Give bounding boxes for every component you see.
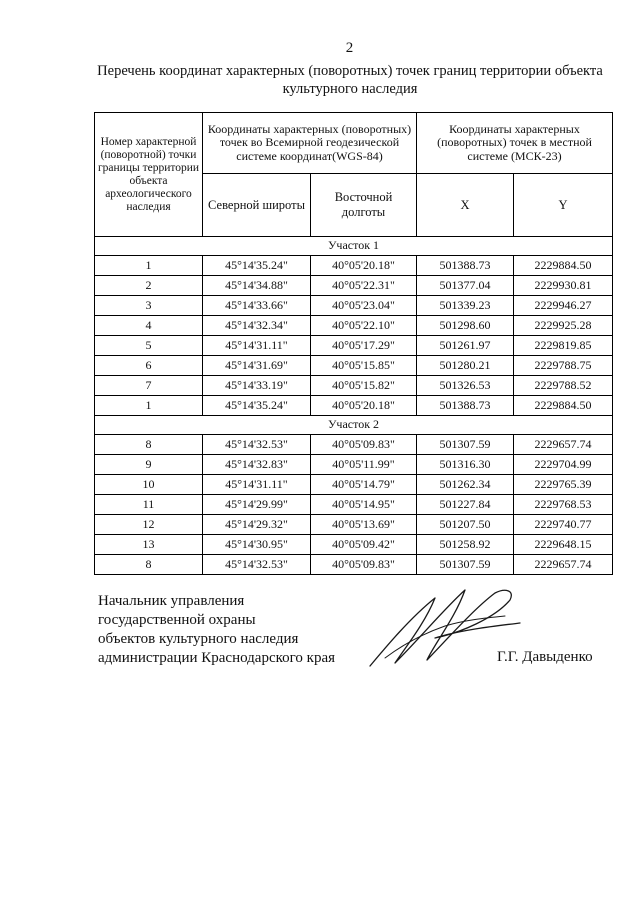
point-number-cell: 5	[95, 336, 203, 356]
table-row	[95, 256, 613, 276]
header-east-longitude: Восточной долготы	[311, 174, 417, 237]
x-coordinate-cell: 501280.21	[417, 356, 514, 376]
section-label: Участок 2	[95, 416, 613, 435]
x-coordinate-cell: 501258.92	[417, 535, 514, 555]
latitude-cell: 45°14'31.69"	[203, 356, 311, 376]
y-coordinate-cell: 2229819.85	[514, 336, 613, 356]
table-row	[95, 495, 613, 515]
point-number-cell: 1	[95, 396, 203, 416]
x-coordinate-cell: 501316.30	[417, 455, 514, 475]
table-row	[95, 435, 613, 455]
point-number-cell: 13	[95, 535, 203, 555]
coordinates-table	[94, 112, 613, 575]
point-number-cell: 10	[95, 475, 203, 495]
latitude-cell: 45°14'30.95"	[203, 535, 311, 555]
y-coordinate-cell: 2229704.99	[514, 455, 613, 475]
longitude-cell: 40°05'15.85"	[311, 356, 417, 376]
x-coordinate-cell: 501377.04	[417, 276, 514, 296]
y-coordinate-cell: 2229884.50	[514, 256, 613, 276]
table-row	[95, 296, 613, 316]
x-coordinate-cell: 501227.84	[417, 495, 514, 515]
section-row	[95, 416, 613, 435]
latitude-cell: 45°14'33.66"	[203, 296, 311, 316]
longitude-cell: 40°05'09.83"	[311, 435, 417, 455]
signer-name: Г.Г. Давыденко	[497, 649, 593, 665]
point-number-cell: 9	[95, 455, 203, 475]
header-msk23: Координаты характерных (поворотных) точек в местной системе (МСК-23)	[417, 113, 613, 174]
y-coordinate-cell: 2229648.15	[514, 535, 613, 555]
latitude-cell: 45°14'32.34"	[203, 316, 311, 336]
x-coordinate-cell: 501207.50	[417, 515, 514, 535]
longitude-cell: 40°05'13.69"	[311, 515, 417, 535]
longitude-cell: 40°05'09.42"	[311, 535, 417, 555]
table-row	[95, 396, 613, 416]
signer-position	[98, 592, 335, 668]
table-row	[95, 515, 613, 535]
latitude-cell: 45°14'31.11"	[203, 336, 311, 356]
y-coordinate-cell: 2229657.74	[514, 435, 613, 455]
table-body	[95, 237, 613, 575]
latitude-cell: 45°14'33.19"	[203, 376, 311, 396]
longitude-cell: 40°05'14.79"	[311, 475, 417, 495]
table-row	[95, 356, 613, 376]
y-coordinate-cell: 2229657.74	[514, 555, 613, 575]
longitude-cell: 40°05'14.95"	[311, 495, 417, 515]
longitude-cell: 40°05'09.83"	[311, 555, 417, 575]
document-title: Перечень координат характерных (поворотных) точек границ территории объекта культурного наследия	[97, 63, 603, 97]
latitude-cell: 45°14'35.24"	[203, 256, 311, 276]
point-number-cell: 11	[95, 495, 203, 515]
x-coordinate-cell: 501307.59	[417, 555, 514, 575]
table-row	[95, 376, 613, 396]
header-y: Y	[514, 174, 613, 237]
y-coordinate-cell: 2229946.27	[514, 296, 613, 316]
y-coordinate-cell: 2229788.75	[514, 356, 613, 376]
header-point-number: Номер характерной (поворотной) точки границы территории объекта археологического наследия	[95, 113, 203, 237]
longitude-cell: 40°05'22.10"	[311, 316, 417, 336]
latitude-cell: 45°14'32.83"	[203, 455, 311, 475]
y-coordinate-cell: 2229740.77	[514, 515, 613, 535]
x-coordinate-cell: 501262.34	[417, 475, 514, 495]
table-row	[95, 316, 613, 336]
x-coordinate-cell: 501326.53	[417, 376, 514, 396]
latitude-cell: 45°14'32.53"	[203, 555, 311, 575]
point-number-cell: 3	[95, 296, 203, 316]
signer-position-line: государственной охраны	[98, 612, 256, 628]
y-coordinate-cell: 2229768.53	[514, 495, 613, 515]
longitude-cell: 40°05'11.99"	[311, 455, 417, 475]
point-number-cell: 4	[95, 316, 203, 336]
point-number-cell: 2	[95, 276, 203, 296]
signer-position-line: Начальник управления	[98, 593, 245, 609]
x-coordinate-cell: 501298.60	[417, 316, 514, 336]
longitude-cell: 40°05'20.18"	[311, 256, 417, 276]
table-row	[95, 475, 613, 495]
latitude-cell: 45°14'34.88"	[203, 276, 311, 296]
signer-position-line: объектов культурного наследия	[98, 631, 299, 647]
longitude-cell: 40°05'17.29"	[311, 336, 417, 356]
table-row	[95, 336, 613, 356]
point-number-cell: 1	[95, 256, 203, 276]
section-label: Участок 1	[95, 237, 613, 256]
longitude-cell: 40°05'20.18"	[311, 396, 417, 416]
x-coordinate-cell: 501339.23	[417, 296, 514, 316]
x-coordinate-cell: 501388.73	[417, 256, 514, 276]
page-number: 2	[345, 40, 354, 56]
table-row	[95, 535, 613, 555]
y-coordinate-cell: 2229925.28	[514, 316, 613, 336]
point-number-cell: 12	[95, 515, 203, 535]
point-number-cell: 8	[95, 435, 203, 455]
point-number-cell: 7	[95, 376, 203, 396]
table-row	[95, 276, 613, 296]
longitude-cell: 40°05'15.82"	[311, 376, 417, 396]
point-number-cell: 8	[95, 555, 203, 575]
header-north-latitude: Северной широты	[203, 174, 311, 237]
table-row	[95, 555, 613, 575]
latitude-cell: 45°14'31.11"	[203, 475, 311, 495]
point-number-cell: 6	[95, 356, 203, 376]
signer-position-line: администрации Краснодарского края	[98, 650, 336, 666]
header-wgs84: Координаты характерных (поворотных) точек во Всемирной геодезической системе координат(WGS-84)	[203, 113, 417, 174]
x-coordinate-cell: 501388.73	[417, 396, 514, 416]
header-x: X	[417, 174, 514, 237]
y-coordinate-cell: 2229788.52	[514, 376, 613, 396]
longitude-cell: 40°05'22.31"	[311, 276, 417, 296]
latitude-cell: 45°14'29.32"	[203, 515, 311, 535]
x-coordinate-cell: 501261.97	[417, 336, 514, 356]
section-row	[95, 237, 613, 256]
table-row	[95, 455, 613, 475]
latitude-cell: 45°14'32.53"	[203, 435, 311, 455]
y-coordinate-cell: 2229765.39	[514, 475, 613, 495]
y-coordinate-cell: 2229884.50	[514, 396, 613, 416]
latitude-cell: 45°14'35.24"	[203, 396, 311, 416]
y-coordinate-cell: 2229930.81	[514, 276, 613, 296]
x-coordinate-cell: 501307.59	[417, 435, 514, 455]
latitude-cell: 45°14'29.99"	[203, 495, 311, 515]
longitude-cell: 40°05'23.04"	[311, 296, 417, 316]
